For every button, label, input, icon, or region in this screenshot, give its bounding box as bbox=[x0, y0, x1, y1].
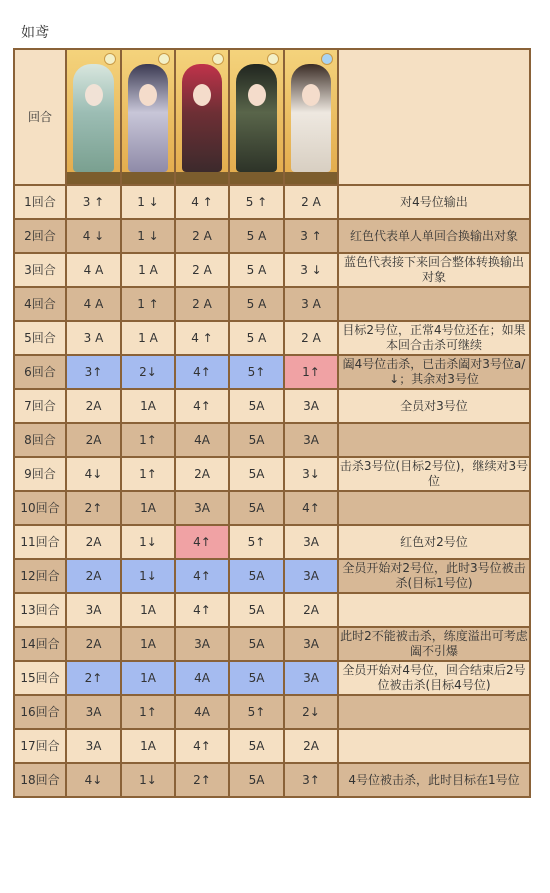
position-cell: 3A bbox=[284, 627, 338, 661]
portrait-slot-1 bbox=[66, 49, 121, 185]
note-cell: 目标2号位，正常4号位还在；如果本回合击杀可继续 bbox=[338, 321, 530, 355]
character-face bbox=[193, 84, 211, 106]
character-figure bbox=[73, 64, 114, 172]
note-cell: 红色代表单人单回合换输出对象 bbox=[338, 219, 530, 253]
position-cell: 2↑ bbox=[66, 491, 121, 525]
position-cell: 3 ↑ bbox=[284, 219, 338, 253]
note-cell bbox=[338, 593, 530, 627]
element-icon bbox=[212, 53, 224, 65]
character-portrait-2 bbox=[122, 50, 174, 184]
position-cell: 5A bbox=[229, 661, 284, 695]
position-cell: 3A bbox=[284, 423, 338, 457]
position-cell: 4 ↓ bbox=[66, 219, 121, 253]
character-figure bbox=[182, 64, 222, 172]
position-cell: 3A bbox=[284, 389, 338, 423]
page-title: 如鸢 bbox=[21, 25, 49, 41]
position-cell: 1↑ bbox=[121, 457, 175, 491]
position-cell: 5A bbox=[229, 389, 284, 423]
table-row bbox=[14, 355, 530, 389]
position-cell: 2 A bbox=[284, 185, 338, 219]
position-cell: 2 A bbox=[284, 321, 338, 355]
round-label: 9回合 bbox=[14, 457, 66, 491]
character-name bbox=[122, 172, 174, 184]
round-label: 10回合 bbox=[14, 491, 66, 525]
position-cell: 2A bbox=[66, 389, 121, 423]
character-name bbox=[67, 172, 120, 184]
position-cell: 2 A bbox=[175, 253, 229, 287]
position-cell: 5A bbox=[229, 729, 284, 763]
note-cell: 全员对3号位 bbox=[338, 389, 530, 423]
position-cell: 1↑ bbox=[121, 695, 175, 729]
position-cell: 5 A bbox=[229, 287, 284, 321]
position-cell: 2↓ bbox=[284, 695, 338, 729]
position-cell: 1↓ bbox=[121, 763, 175, 797]
table-row bbox=[14, 661, 530, 695]
round-label: 7回合 bbox=[14, 389, 66, 423]
character-face bbox=[302, 84, 320, 106]
table-row bbox=[14, 423, 530, 457]
table-row bbox=[14, 253, 530, 287]
position-cell: 4↑ bbox=[175, 559, 229, 593]
position-cell: 4↓ bbox=[66, 457, 121, 491]
position-cell: 2 A bbox=[175, 287, 229, 321]
table-row bbox=[14, 763, 530, 797]
position-cell: 5A bbox=[229, 491, 284, 525]
character-name bbox=[230, 172, 283, 184]
character-portrait-4 bbox=[230, 50, 283, 184]
table-row bbox=[14, 559, 530, 593]
rotation-table bbox=[13, 48, 531, 798]
round-label: 13回合 bbox=[14, 593, 66, 627]
position-cell: 4A bbox=[175, 695, 229, 729]
position-cell: 1↓ bbox=[121, 525, 175, 559]
position-cell: 5A bbox=[229, 457, 284, 491]
position-cell: 4↑ bbox=[175, 389, 229, 423]
portrait-slot-2 bbox=[121, 49, 175, 185]
note-cell: 此时2不能被击杀，练度溢出可考虑阖不引爆 bbox=[338, 627, 530, 661]
notes-header bbox=[338, 49, 530, 185]
position-cell: 2A bbox=[66, 525, 121, 559]
element-icon bbox=[321, 53, 333, 65]
position-cell: 3 A bbox=[66, 321, 121, 355]
note-cell: 蓝色代表接下来回合整体转换输出对象 bbox=[338, 253, 530, 287]
position-cell: 1 ↑ bbox=[121, 287, 175, 321]
position-cell: 3A bbox=[175, 491, 229, 525]
position-cell: 4↑ bbox=[284, 491, 338, 525]
round-label: 15回合 bbox=[14, 661, 66, 695]
position-cell: 3 A bbox=[284, 287, 338, 321]
round-label: 6回合 bbox=[14, 355, 66, 389]
table-row bbox=[14, 729, 530, 763]
element-icon bbox=[158, 53, 170, 65]
portrait-slot-5 bbox=[284, 49, 338, 185]
character-figure bbox=[236, 64, 277, 172]
position-cell: 1↓ bbox=[121, 559, 175, 593]
character-figure bbox=[291, 64, 331, 172]
round-label: 16回合 bbox=[14, 695, 66, 729]
position-cell: 2A bbox=[284, 593, 338, 627]
position-cell: 4↑ bbox=[175, 593, 229, 627]
position-cell: 2↑ bbox=[175, 763, 229, 797]
position-cell: 1A bbox=[121, 627, 175, 661]
position-cell: 2↑ bbox=[66, 661, 121, 695]
element-icon bbox=[104, 53, 116, 65]
note-cell: 对4号位输出 bbox=[338, 185, 530, 219]
table-row bbox=[14, 695, 530, 729]
note-cell bbox=[338, 423, 530, 457]
character-figure bbox=[128, 64, 168, 172]
position-cell: 1A bbox=[121, 661, 175, 695]
round-label: 18回合 bbox=[14, 763, 66, 797]
position-cell: 4A bbox=[175, 423, 229, 457]
note-cell: 击杀3号位(目标2号位)，继续对3号位 bbox=[338, 457, 530, 491]
table-row bbox=[14, 627, 530, 661]
note-cell: 4号位被击杀，此时目标在1号位 bbox=[338, 763, 530, 797]
position-cell: 3 ↑ bbox=[66, 185, 121, 219]
position-cell: 1 A bbox=[121, 253, 175, 287]
character-face bbox=[85, 84, 103, 106]
position-cell: 3 ↓ bbox=[284, 253, 338, 287]
position-cell: 1↑ bbox=[284, 355, 338, 389]
round-label: 8回合 bbox=[14, 423, 66, 457]
position-cell: 5 A bbox=[229, 321, 284, 355]
position-cell: 5↑ bbox=[229, 355, 284, 389]
position-cell: 3A bbox=[66, 695, 121, 729]
table-row bbox=[14, 185, 530, 219]
position-cell: 1A bbox=[121, 593, 175, 627]
position-cell: 1 ↓ bbox=[121, 185, 175, 219]
table-row bbox=[14, 219, 530, 253]
note-cell: 阖4号位击杀，已击杀阖对3号位a/↓；其余对3号位 bbox=[338, 355, 530, 389]
position-cell: 1↑ bbox=[121, 423, 175, 457]
table-row bbox=[14, 389, 530, 423]
position-cell: 4A bbox=[175, 661, 229, 695]
table-row bbox=[14, 525, 530, 559]
round-label: 1回合 bbox=[14, 185, 66, 219]
round-label: 14回合 bbox=[14, 627, 66, 661]
table-row bbox=[14, 321, 530, 355]
note-cell bbox=[338, 491, 530, 525]
rotation-table-body bbox=[14, 49, 530, 797]
character-portrait-5 bbox=[285, 50, 337, 184]
position-cell: 3↑ bbox=[66, 355, 121, 389]
position-cell: 2A bbox=[66, 627, 121, 661]
position-cell: 2↓ bbox=[121, 355, 175, 389]
position-cell: 1A bbox=[121, 389, 175, 423]
table-row bbox=[14, 491, 530, 525]
round-header: 回合 bbox=[14, 49, 66, 185]
table-row bbox=[14, 457, 530, 491]
character-face bbox=[139, 84, 157, 106]
round-label: 17回合 bbox=[14, 729, 66, 763]
position-cell: 2A bbox=[284, 729, 338, 763]
position-cell: 4 ↑ bbox=[175, 185, 229, 219]
round-label: 4回合 bbox=[14, 287, 66, 321]
position-cell: 3↑ bbox=[284, 763, 338, 797]
position-cell: 5 A bbox=[229, 219, 284, 253]
note-cell: 全员开始对4号位，回合结束后2号位被击杀(目标4号位) bbox=[338, 661, 530, 695]
position-cell: 4↑ bbox=[175, 729, 229, 763]
position-cell: 1 A bbox=[121, 321, 175, 355]
position-cell: 3A bbox=[66, 729, 121, 763]
note-cell: 红色对2号位 bbox=[338, 525, 530, 559]
position-cell: 2A bbox=[66, 423, 121, 457]
position-cell: 5A bbox=[229, 763, 284, 797]
position-cell: 4 ↑ bbox=[175, 321, 229, 355]
position-cell: 2A bbox=[175, 457, 229, 491]
note-cell: 全员开始对2号位，此时3号位被击杀(目标1号位) bbox=[338, 559, 530, 593]
position-cell: 4 A bbox=[66, 287, 121, 321]
portrait-slot-4 bbox=[229, 49, 284, 185]
position-cell: 3A bbox=[284, 525, 338, 559]
position-cell: 4↑ bbox=[175, 525, 229, 559]
portrait-slot-3 bbox=[175, 49, 229, 185]
round-label: 2回合 bbox=[14, 219, 66, 253]
character-name bbox=[176, 172, 228, 184]
position-cell: 5A bbox=[229, 423, 284, 457]
position-cell: 3A bbox=[284, 559, 338, 593]
header-row bbox=[14, 49, 530, 185]
element-icon bbox=[267, 53, 279, 65]
position-cell: 1 ↓ bbox=[121, 219, 175, 253]
note-cell bbox=[338, 729, 530, 763]
position-cell: 2A bbox=[66, 559, 121, 593]
position-cell: 5A bbox=[229, 593, 284, 627]
note-cell bbox=[338, 287, 530, 321]
round-label: 3回合 bbox=[14, 253, 66, 287]
table-row bbox=[14, 593, 530, 627]
position-cell: 3A bbox=[284, 661, 338, 695]
position-cell: 3↓ bbox=[284, 457, 338, 491]
position-cell: 5 ↑ bbox=[229, 185, 284, 219]
character-name bbox=[285, 172, 337, 184]
position-cell: 1A bbox=[121, 491, 175, 525]
character-face bbox=[248, 84, 266, 106]
round-label: 11回合 bbox=[14, 525, 66, 559]
position-cell: 4↓ bbox=[66, 763, 121, 797]
position-cell: 5 A bbox=[229, 253, 284, 287]
character-portrait-3 bbox=[176, 50, 228, 184]
round-label: 12回合 bbox=[14, 559, 66, 593]
position-cell: 5↑ bbox=[229, 695, 284, 729]
position-cell: 5↑ bbox=[229, 525, 284, 559]
position-cell: 1A bbox=[121, 729, 175, 763]
note-cell bbox=[338, 695, 530, 729]
table-row bbox=[14, 287, 530, 321]
position-cell: 4 A bbox=[66, 253, 121, 287]
position-cell: 5A bbox=[229, 559, 284, 593]
position-cell: 4↑ bbox=[175, 355, 229, 389]
round-label: 5回合 bbox=[14, 321, 66, 355]
position-cell: 3A bbox=[66, 593, 121, 627]
character-portrait-1 bbox=[67, 50, 120, 184]
position-cell: 2 A bbox=[175, 219, 229, 253]
position-cell: 5A bbox=[229, 627, 284, 661]
position-cell: 3A bbox=[175, 627, 229, 661]
